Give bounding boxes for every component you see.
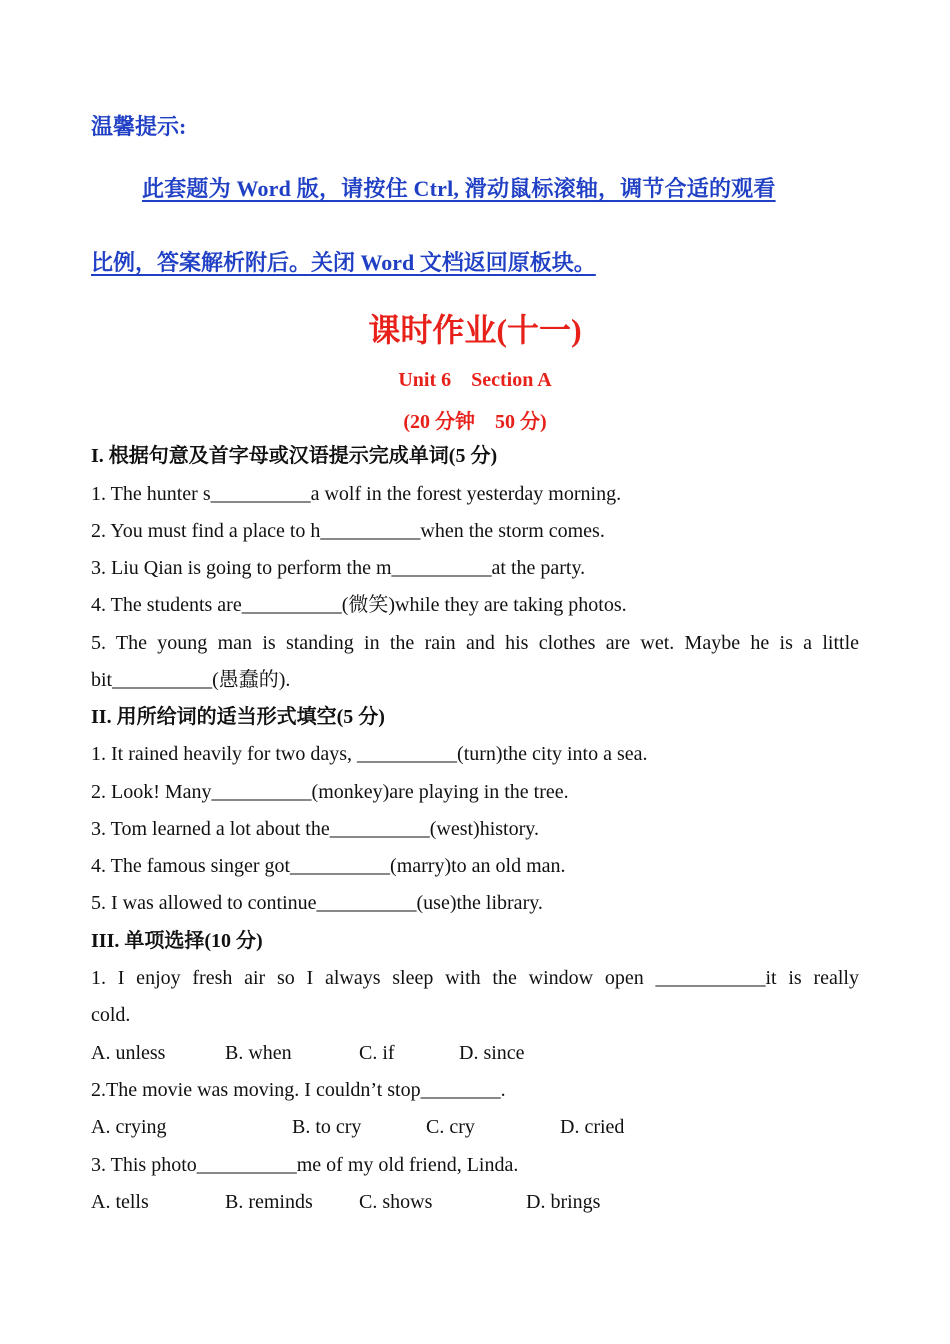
question-2-option-a[interactable]: A. crying xyxy=(91,1116,167,1138)
section-2-question-1: 1. It rained heavily for two days, __________(turn)the city into a sea. xyxy=(91,743,648,765)
section-1-question-4: 4. The students are__________(微笑)while they are taking photos. xyxy=(91,594,627,616)
section-1-question-5-line-1: 5. The young man is standing in the rain and his clothes are wet. Maybe he is a little xyxy=(91,632,859,654)
tip-line-2[interactable]: 比例，答案解析附后。关闭 Word 文档返回原板块。 xyxy=(91,250,596,275)
section-2-question-4: 4. The famous singer got__________(marry)to an old man. xyxy=(91,855,566,877)
section-2-question-2: 2. Look! Many__________(monkey)are playing in the tree. xyxy=(91,781,569,803)
question-2-option-c[interactable]: C. cry xyxy=(426,1116,475,1138)
question-2-option-d[interactable]: D. cried xyxy=(560,1116,625,1138)
section-3-question-1-line-2: cold. xyxy=(91,1004,131,1026)
section-1-question-5-line-2: bit__________(愚蠢的). xyxy=(91,669,291,691)
question-3-option-a[interactable]: A. tells xyxy=(91,1191,149,1213)
question-1-option-c[interactable]: C. if xyxy=(359,1042,395,1064)
page-title: 课时作业(十一) xyxy=(368,312,582,348)
section-2-question-5: 5. I was allowed to continue__________(use)the library. xyxy=(91,892,543,914)
question-2-option-b[interactable]: B. to cry xyxy=(292,1116,362,1138)
tip-line-1[interactable]: 此套题为 Word 版，请按住 Ctrl, 滑动鼠标滚轴，调节合适的观看 xyxy=(142,176,776,201)
tip-title: 温馨提示: xyxy=(91,114,187,139)
section-3-heading: III. 单项选择(10 分) xyxy=(91,930,263,952)
section-2-heading: II. 用所给词的适当形式填空(5 分) xyxy=(91,706,385,728)
section-1-question-1: 1. The hunter s__________a wolf in the forest yesterday morning. xyxy=(91,483,622,505)
section-2-question-3: 3. Tom learned a lot about the__________(west)history. xyxy=(91,818,539,840)
question-3-option-c[interactable]: C. shows xyxy=(359,1191,433,1213)
section-3-question-1-line-1: 1. I enjoy fresh air so I always sleep with the window open ___________it is really xyxy=(91,967,859,989)
unit-subtitle: Unit 6 Section A xyxy=(398,369,552,391)
section-1-heading: I. 根据句意及首字母或汉语提示完成单词(5 分) xyxy=(91,445,498,467)
question-1-option-a[interactable]: A. unless xyxy=(91,1042,166,1064)
section-1-question-3: 3. Liu Qian is going to perform the m__________at the party. xyxy=(91,557,586,579)
question-3-option-b[interactable]: B. reminds xyxy=(225,1191,313,1213)
section-3-question-3: 3. This photo__________me of my old friend, Linda. xyxy=(91,1154,519,1176)
section-3-question-2: 2.The movie was moving. I couldn’t stop________. xyxy=(91,1079,506,1101)
question-1-option-b[interactable]: B. when xyxy=(225,1042,292,1064)
time-subtitle: (20 分钟 50 分) xyxy=(403,411,547,433)
question-3-option-d[interactable]: D. brings xyxy=(526,1191,601,1213)
section-1-question-2: 2. You must find a place to h__________when the storm comes. xyxy=(91,520,605,542)
question-1-option-d[interactable]: D. since xyxy=(459,1042,525,1064)
